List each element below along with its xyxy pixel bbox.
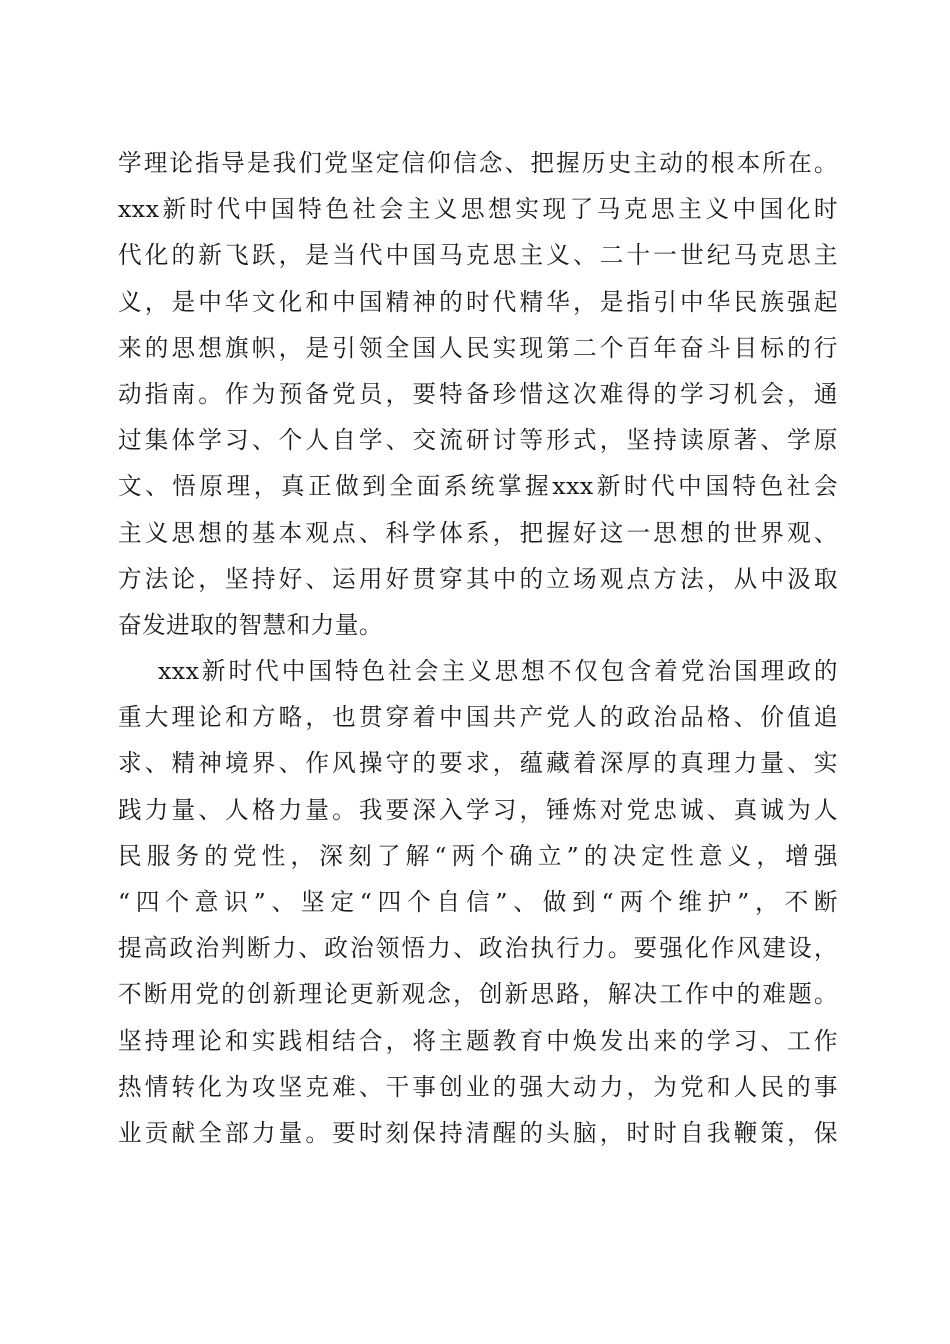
paragraph-2-line-11: 业贡献全部力量。要时刻保持清醒的头脑，时时自我鞭策，保 — [118, 1118, 838, 1147]
paragraph-2-line-9: 坚持理论和实践相结合，将主题教育中焕发出来的学习、工作 — [118, 1026, 838, 1055]
paragraph-2-line-3: 求、精神境界、作风操守的要求，蕴藏着深厚的真理力量、实 — [118, 749, 838, 778]
paragraph-1-line-8: 文、悟原理，真正做到全面系统掌握xxx新时代中国特色社会 — [118, 472, 838, 501]
paragraph-1-line-3: 代化的新飞跃，是当代中国马克思主义、二十一世纪马克思主 — [118, 241, 838, 270]
paragraph-1-line-1: 学理论指导是我们党坚定信仰信念、把握历史主动的根本所在。 — [118, 149, 838, 177]
paragraph-1-line-10: 方法论，坚持好、运用好贯穿其中的立场观点方法，从中汲取 — [118, 564, 838, 593]
paragraph-2-line-8: 不断用党的创新理论更新观念，创新思路，解决工作中的难题。 — [118, 980, 838, 1009]
paragraph-2-line-10: 热情转化为攻坚克难、干事创业的强大动力，为党和人民的事 — [118, 1072, 838, 1101]
document-body — [118, 140, 838, 1156]
paragraph-2 — [118, 648, 838, 1156]
paragraph-2-line-6: “四个意识”、坚定“四个自信”、做到“两个维护”，不断 — [118, 888, 838, 916]
paragraph-2-line-4: 践力量、人格力量。我要深入学习，锤炼对党忠诚、真诚为人 — [118, 795, 838, 824]
paragraph-1-line-9: 主义思想的基本观点、科学体系，把握好这一思想的世界观、 — [118, 518, 838, 547]
paragraph-2-line-5: 民服务的党性，深刻了解“两个确立”的决定性意义，增强 — [118, 841, 838, 870]
paragraph-1-line-5: 来的思想旗帜，是引领全国人民实现第二个百年奋斗目标的行 — [118, 333, 838, 362]
paragraph-2-line-7: 提高政治判断力、政治领悟力、政治执行力。要强化作风建设， — [118, 934, 838, 963]
paragraph-1-line-6: 动指南。作为预备党员，要特备珍惜这次难得的学习机会，通 — [118, 379, 838, 408]
paragraph-1-line-4: 义，是中华文化和中国精神的时代精华，是指引中华民族强起 — [118, 287, 838, 316]
paragraph-1-line-7: 过集体学习、个人自学、交流研讨等形式，坚持读原著、学原 — [118, 426, 838, 455]
paragraph-2-line-1: xxx新时代中国特色社会主义思想不仅包含着党治国理政的 — [158, 657, 838, 686]
paragraph-1-line-11: 奋发进取的智慧和力量。 — [118, 610, 384, 639]
paragraph-1 — [118, 140, 838, 648]
paragraph-2-line-2: 重大理论和方略，也贯穿着中国共产党人的政治品格、价值追 — [118, 703, 838, 732]
paragraph-1-line-2: xxx新时代中国特色社会主义思想实现了马克思主义中国化时 — [118, 195, 838, 224]
